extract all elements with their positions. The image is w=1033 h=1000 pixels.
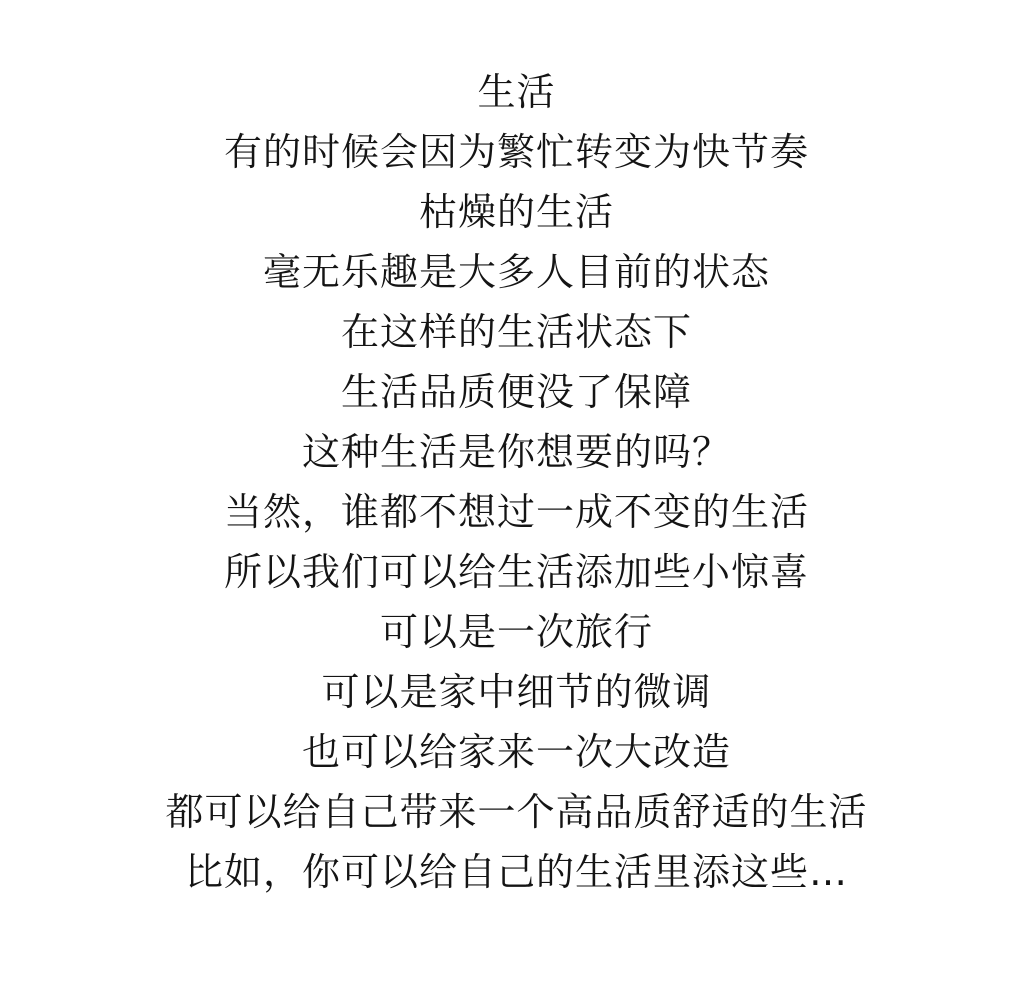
poem-line: 毫无乐趣是大多人目前的状态: [262, 250, 770, 294]
poem-line: 这种生活是你想要的吗？: [301, 430, 731, 474]
poem-line: 生活: [477, 70, 556, 114]
poem-body: [0, 62, 1033, 902]
poem-line: 当然，谁都不想过一成不变的生活: [223, 490, 809, 534]
poem-line: 也可以给家来一次大改造: [301, 730, 731, 774]
poem-line: 枯燥的生活: [418, 190, 614, 234]
poem-line: 比如，你可以给自己的生活里添这些…: [184, 850, 848, 894]
poem-line: 在这样的生活状态下: [340, 310, 692, 354]
poem-line: 有的时候会因为繁忙转变为快节奏: [223, 130, 809, 174]
poem-line: 所以我们可以给生活添加些小惊喜: [223, 550, 809, 594]
poem-line: 可以是一次旅行: [379, 610, 653, 654]
poem-line: 生活品质便没了保障: [340, 370, 692, 414]
poem-line: 可以是家中细节的微调: [321, 670, 712, 714]
poem-line: 都可以给自己带来一个高品质舒适的生活: [165, 790, 868, 834]
